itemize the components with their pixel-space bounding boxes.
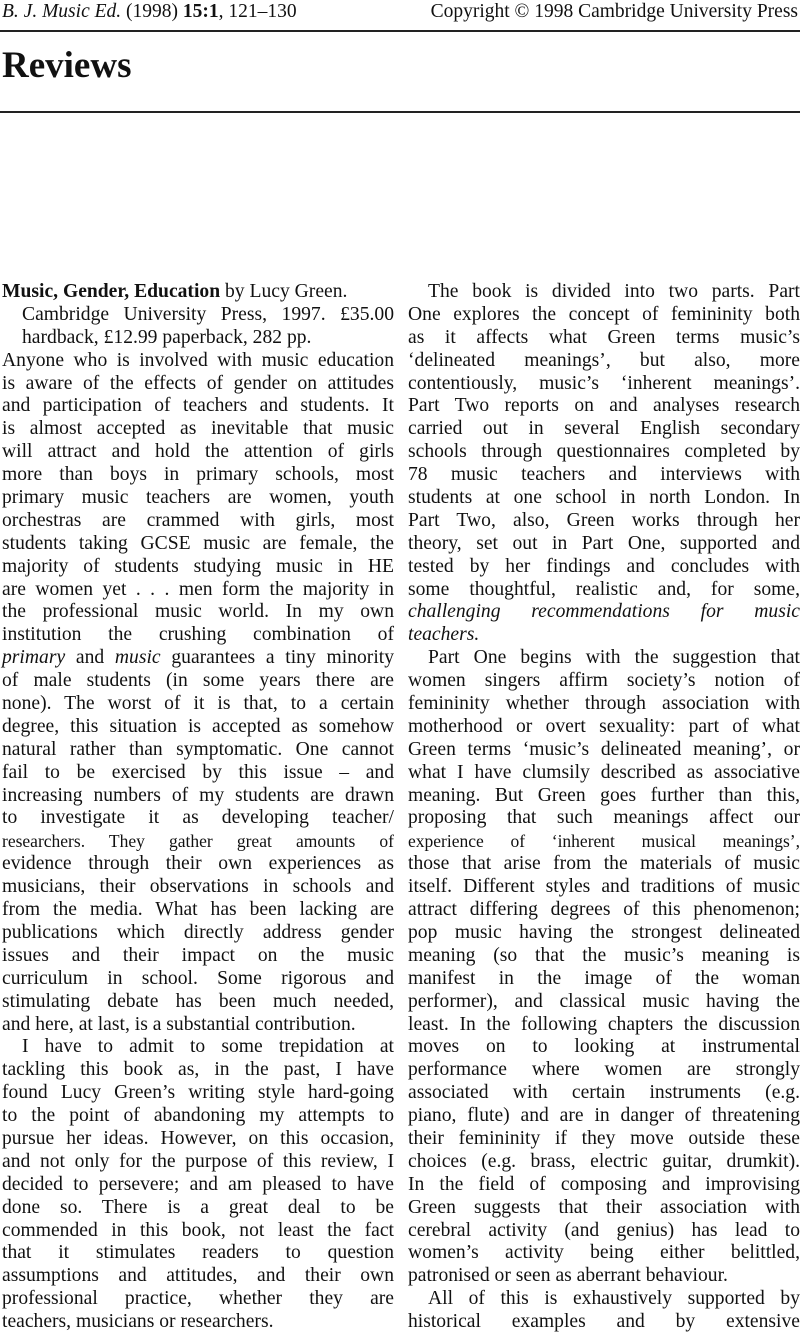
text-line (408, 1082, 800, 1105)
text-segment: teachers, musicians or researchers. (2, 1311, 274, 1333)
text-line (408, 327, 800, 350)
text-line (408, 1105, 800, 1128)
text-segment: is almost accepted as inevitable that music (2, 418, 394, 440)
text-line (408, 968, 800, 991)
text-segment: femininity whether through association with (408, 693, 800, 715)
text-line (408, 304, 800, 327)
copyright-notice: Copyright © 1998 Cambridge University Press (430, 1, 798, 22)
text-line (408, 556, 800, 579)
text-segment: primary music teachers are women, youth (2, 487, 394, 509)
text-segment: professional practice, whether they are (2, 1288, 394, 1310)
text-line (408, 510, 800, 533)
text-line (408, 601, 800, 624)
text-segment: curriculum in school. Some rigorous and (2, 967, 394, 989)
text-line (2, 418, 394, 441)
text-line (408, 624, 800, 647)
text-segment: by Lucy Green. (220, 281, 348, 302)
text-segment: students taking GCSE music are female, the (2, 532, 394, 554)
text-line (2, 601, 394, 624)
text-line (2, 304, 394, 327)
text-line (408, 716, 800, 739)
text-line (2, 1059, 394, 1082)
text-segment: itself. Different styles and traditions of music (408, 876, 800, 898)
text-line (408, 876, 800, 899)
text-segment: women singers affirm society’s notion of (408, 670, 800, 692)
text-line (2, 693, 394, 716)
text-segment: tackling this book as, in the past, I have (2, 1059, 394, 1081)
text-segment: guarantees a tiny minority (160, 647, 394, 669)
text-line (408, 533, 800, 556)
text-segment: and not only for the purpose of this review, I (2, 1150, 394, 1172)
text-segment: schools through questionnaires completed by (408, 441, 800, 463)
text-line (2, 1220, 394, 1243)
journal-pages: , 121–130 (218, 1, 297, 22)
text-segment: performer), and classical music having the (408, 990, 800, 1012)
text-segment: majority of students studying music in HE (2, 555, 394, 577)
text-segment: researchers. They gather great amounts of (2, 831, 394, 852)
text-line (2, 647, 394, 670)
text-line (408, 785, 800, 808)
text-line (408, 1242, 800, 1265)
text-line (408, 1265, 800, 1288)
journal-name: B. J. Music Ed. (2, 1, 122, 22)
text-segment: Cambridge University Press, 1997. £35.00 (22, 303, 394, 325)
text-segment: attract differing degrees of this phenomenon; (408, 899, 800, 921)
text-segment: some thoughtful, realistic and, for some, (408, 578, 800, 600)
text-line (408, 945, 800, 968)
text-segment: fail to be exercised by this issue – and (2, 761, 394, 783)
text-line (2, 968, 394, 991)
text-line (2, 922, 394, 945)
text-segment: I have to admit to some trepidation at (22, 1036, 394, 1058)
text-segment: Anyone who is involved with music education (2, 349, 394, 371)
text-line (2, 350, 394, 373)
text-line (408, 1311, 800, 1334)
italic-text: teachers. (408, 624, 480, 646)
text-segment: manifest in the image of the woman (408, 967, 800, 989)
text-segment: proposing that such meanings affect our (408, 807, 800, 829)
text-segment: that it stimulates readers to question (2, 1242, 394, 1264)
text-line (2, 373, 394, 396)
text-line (2, 1288, 394, 1311)
text-segment: One explores the concept of femininity both (408, 303, 800, 325)
text-line (2, 670, 394, 693)
text-line (408, 373, 800, 396)
text-line (2, 716, 394, 739)
text-line (408, 1128, 800, 1151)
text-segment: cerebral activity (and genius) has lead to (408, 1219, 800, 1241)
text-segment: degree, this situation is accepted as somehow (2, 715, 394, 737)
text-line (408, 350, 800, 373)
text-line (408, 441, 800, 464)
text-segment: evidence through their own experiences as (2, 853, 394, 875)
text-line (2, 1242, 394, 1265)
text-line (408, 1174, 800, 1197)
text-line (408, 670, 800, 693)
text-segment: those that arise from the materials of music (408, 853, 800, 875)
text-segment: In the field of composing and improvising (408, 1173, 800, 1195)
text-segment: tested by her findings and concludes with (408, 555, 800, 577)
text-segment: to the point of abandoning my attempts to (2, 1105, 394, 1127)
text-line (408, 693, 800, 716)
text-line (408, 1288, 800, 1311)
text-line (2, 1082, 394, 1105)
text-line (2, 579, 394, 602)
right-column (408, 281, 800, 1334)
text-segment: of male students (in some years there are (2, 670, 394, 692)
journal-year: (1998) (121, 1, 183, 22)
text-segment: commended in this book, not least the fact (2, 1219, 394, 1241)
journal-volume: 15:1 (182, 1, 219, 22)
text-line (2, 327, 394, 350)
text-segment: theory, set out in Part One, supported and (408, 532, 800, 554)
text-segment: stimulating debate has been much needed, (2, 990, 394, 1012)
text-segment: decided to persevere; and am pleased to have (2, 1173, 394, 1195)
text-line (408, 1220, 800, 1243)
text-segment: Part One begins with the suggestion that (428, 647, 800, 669)
text-line (2, 281, 394, 304)
text-line (2, 487, 394, 510)
text-line (2, 1128, 394, 1151)
text-line (408, 1151, 800, 1174)
text-line (408, 807, 800, 830)
text-line (408, 487, 800, 510)
text-segment: publications which directly address gender (2, 921, 394, 943)
text-line (2, 1105, 394, 1128)
text-segment: pop music having the strongest delineated (408, 921, 800, 943)
text-line (408, 853, 800, 876)
text-segment: assumptions and attitudes, and their own (2, 1265, 394, 1287)
text-segment: choices (e.g. brass, electric guitar, drumkit). (408, 1150, 800, 1172)
text-segment: performance where women are strongly (408, 1059, 800, 1081)
book-title: Music, Gender, Education (2, 281, 221, 302)
text-segment: patronised or seen as aberrant behaviour. (408, 1265, 728, 1287)
text-segment: to investigate it as developing teacher/ (2, 807, 394, 829)
text-line (408, 762, 800, 785)
text-line (408, 1014, 800, 1037)
text-segment: pursue her ideas. However, on this occasion, (2, 1127, 394, 1149)
text-segment: increasing numbers of my students are drawn (2, 784, 394, 806)
text-line (2, 1036, 394, 1059)
text-segment: associated with certain instruments (e.g. (408, 1082, 800, 1104)
text-line (408, 281, 800, 304)
text-line (2, 395, 394, 418)
text-line (408, 647, 800, 670)
text-segment: are women yet . . . men form the majority in (2, 578, 394, 600)
text-segment: Part Two, also, Green works through her (408, 509, 800, 531)
text-segment: done so. There is a great deal to be (2, 1196, 394, 1218)
text-line (408, 922, 800, 945)
text-segment: students at one school in north London. In (408, 487, 800, 509)
text-line (408, 579, 800, 602)
text-line (2, 830, 394, 853)
text-segment: orchestras are crammed with girls, most (2, 509, 394, 531)
text-line (408, 464, 800, 487)
text-segment: the professional music world. In my own (2, 601, 394, 623)
text-line (2, 441, 394, 464)
text-segment: more than boys in primary schools, most (2, 464, 394, 486)
text-line (2, 533, 394, 556)
text-line (2, 510, 394, 533)
text-segment: meaning (so that the music’s meaning is (408, 944, 800, 966)
text-line (2, 464, 394, 487)
text-segment: found Lucy Green’s writing style hard-going (2, 1082, 394, 1104)
text-segment: Part Two reports on and analyses research (408, 395, 800, 417)
text-line (408, 1197, 800, 1220)
text-segment: moves on to looking at instrumental (408, 1036, 800, 1058)
text-line (408, 991, 800, 1014)
text-line (2, 876, 394, 899)
text-segment: hardback, £12.99 paperback, 282 pp. (22, 326, 312, 348)
text-segment: is aware of the effects of gender on attitudes (2, 372, 394, 394)
text-line (2, 624, 394, 647)
text-segment: historical examples and by extensive (408, 1311, 800, 1333)
text-segment: meaning. But Green goes further than this, (408, 784, 800, 806)
text-line (2, 556, 394, 579)
text-segment: natural rather than symptomatic. One cannot (2, 738, 394, 760)
text-line (408, 418, 800, 441)
text-line (2, 1014, 394, 1037)
text-segment: least. In the following chapters the discussion (408, 1013, 800, 1035)
section-title: Reviews (2, 45, 132, 86)
text-line (2, 762, 394, 785)
text-segment: Green terms ‘music’s delineated meaning’, or (408, 738, 800, 760)
text-segment: will attract and hold the attention of girls (2, 441, 394, 463)
text-segment: All of this is exhaustively supported by (428, 1288, 800, 1310)
italic-text: challenging recommendations for music (408, 601, 800, 623)
text-line (408, 830, 800, 853)
header-rule (0, 30, 800, 32)
text-line (2, 1197, 394, 1220)
italic-text: primary (2, 647, 66, 669)
text-line (2, 853, 394, 876)
text-line (408, 1059, 800, 1082)
text-segment: none). The worst of it is that, to a certain (2, 693, 394, 715)
text-segment: as it affects what Green terms music’s (408, 326, 800, 348)
text-segment: carried out in several English secondary (408, 418, 800, 440)
text-line (2, 1265, 394, 1288)
title-rule (0, 111, 800, 113)
text-line (2, 739, 394, 762)
text-line (2, 785, 394, 808)
text-line (2, 1174, 394, 1197)
left-column (2, 281, 394, 1334)
text-segment: 78 music teachers and interviews with (408, 464, 800, 486)
text-segment: from the media. What has been lacking are (2, 899, 394, 921)
italic-text: music (114, 647, 161, 669)
text-segment: piano, flute) and are in danger of threatening (408, 1105, 800, 1127)
text-line (2, 991, 394, 1014)
text-segment: what I have clumsily described as associative (408, 761, 800, 783)
text-segment: experience of ‘inherent musical meanings’, (408, 831, 800, 852)
text-segment: and participation of teachers and students. It (2, 395, 394, 417)
text-line (408, 739, 800, 762)
text-segment: institution the crushing combination of (2, 624, 394, 646)
text-segment: issues and their impact on the music (2, 944, 394, 966)
text-segment: The book is divided into two parts. Part (428, 281, 800, 302)
running-head (0, 0, 800, 26)
text-segment: and (65, 647, 115, 669)
text-line (408, 899, 800, 922)
text-segment: motherhood or overt sexuality: part of what (408, 715, 800, 737)
text-line (2, 1311, 394, 1334)
journal-citation (2, 0, 297, 24)
text-line (408, 395, 800, 418)
text-line (2, 945, 394, 968)
text-segment: musicians, their observations in schools and (2, 876, 394, 898)
text-line (2, 1151, 394, 1174)
text-segment: Green suggests that their association with (408, 1196, 800, 1218)
text-segment: and here, at last, is a substantial contribution. (2, 1013, 356, 1035)
text-segment: ‘delineated meanings’, but also, more (408, 349, 800, 371)
text-line (2, 807, 394, 830)
text-line (408, 1036, 800, 1059)
text-line (2, 899, 394, 922)
text-segment: women’s activity being either belittled, (408, 1242, 800, 1264)
text-segment: contentiously, music’s ‘inherent meanings’. (408, 372, 800, 394)
text-segment: their femininity if they move outside these (408, 1127, 800, 1149)
